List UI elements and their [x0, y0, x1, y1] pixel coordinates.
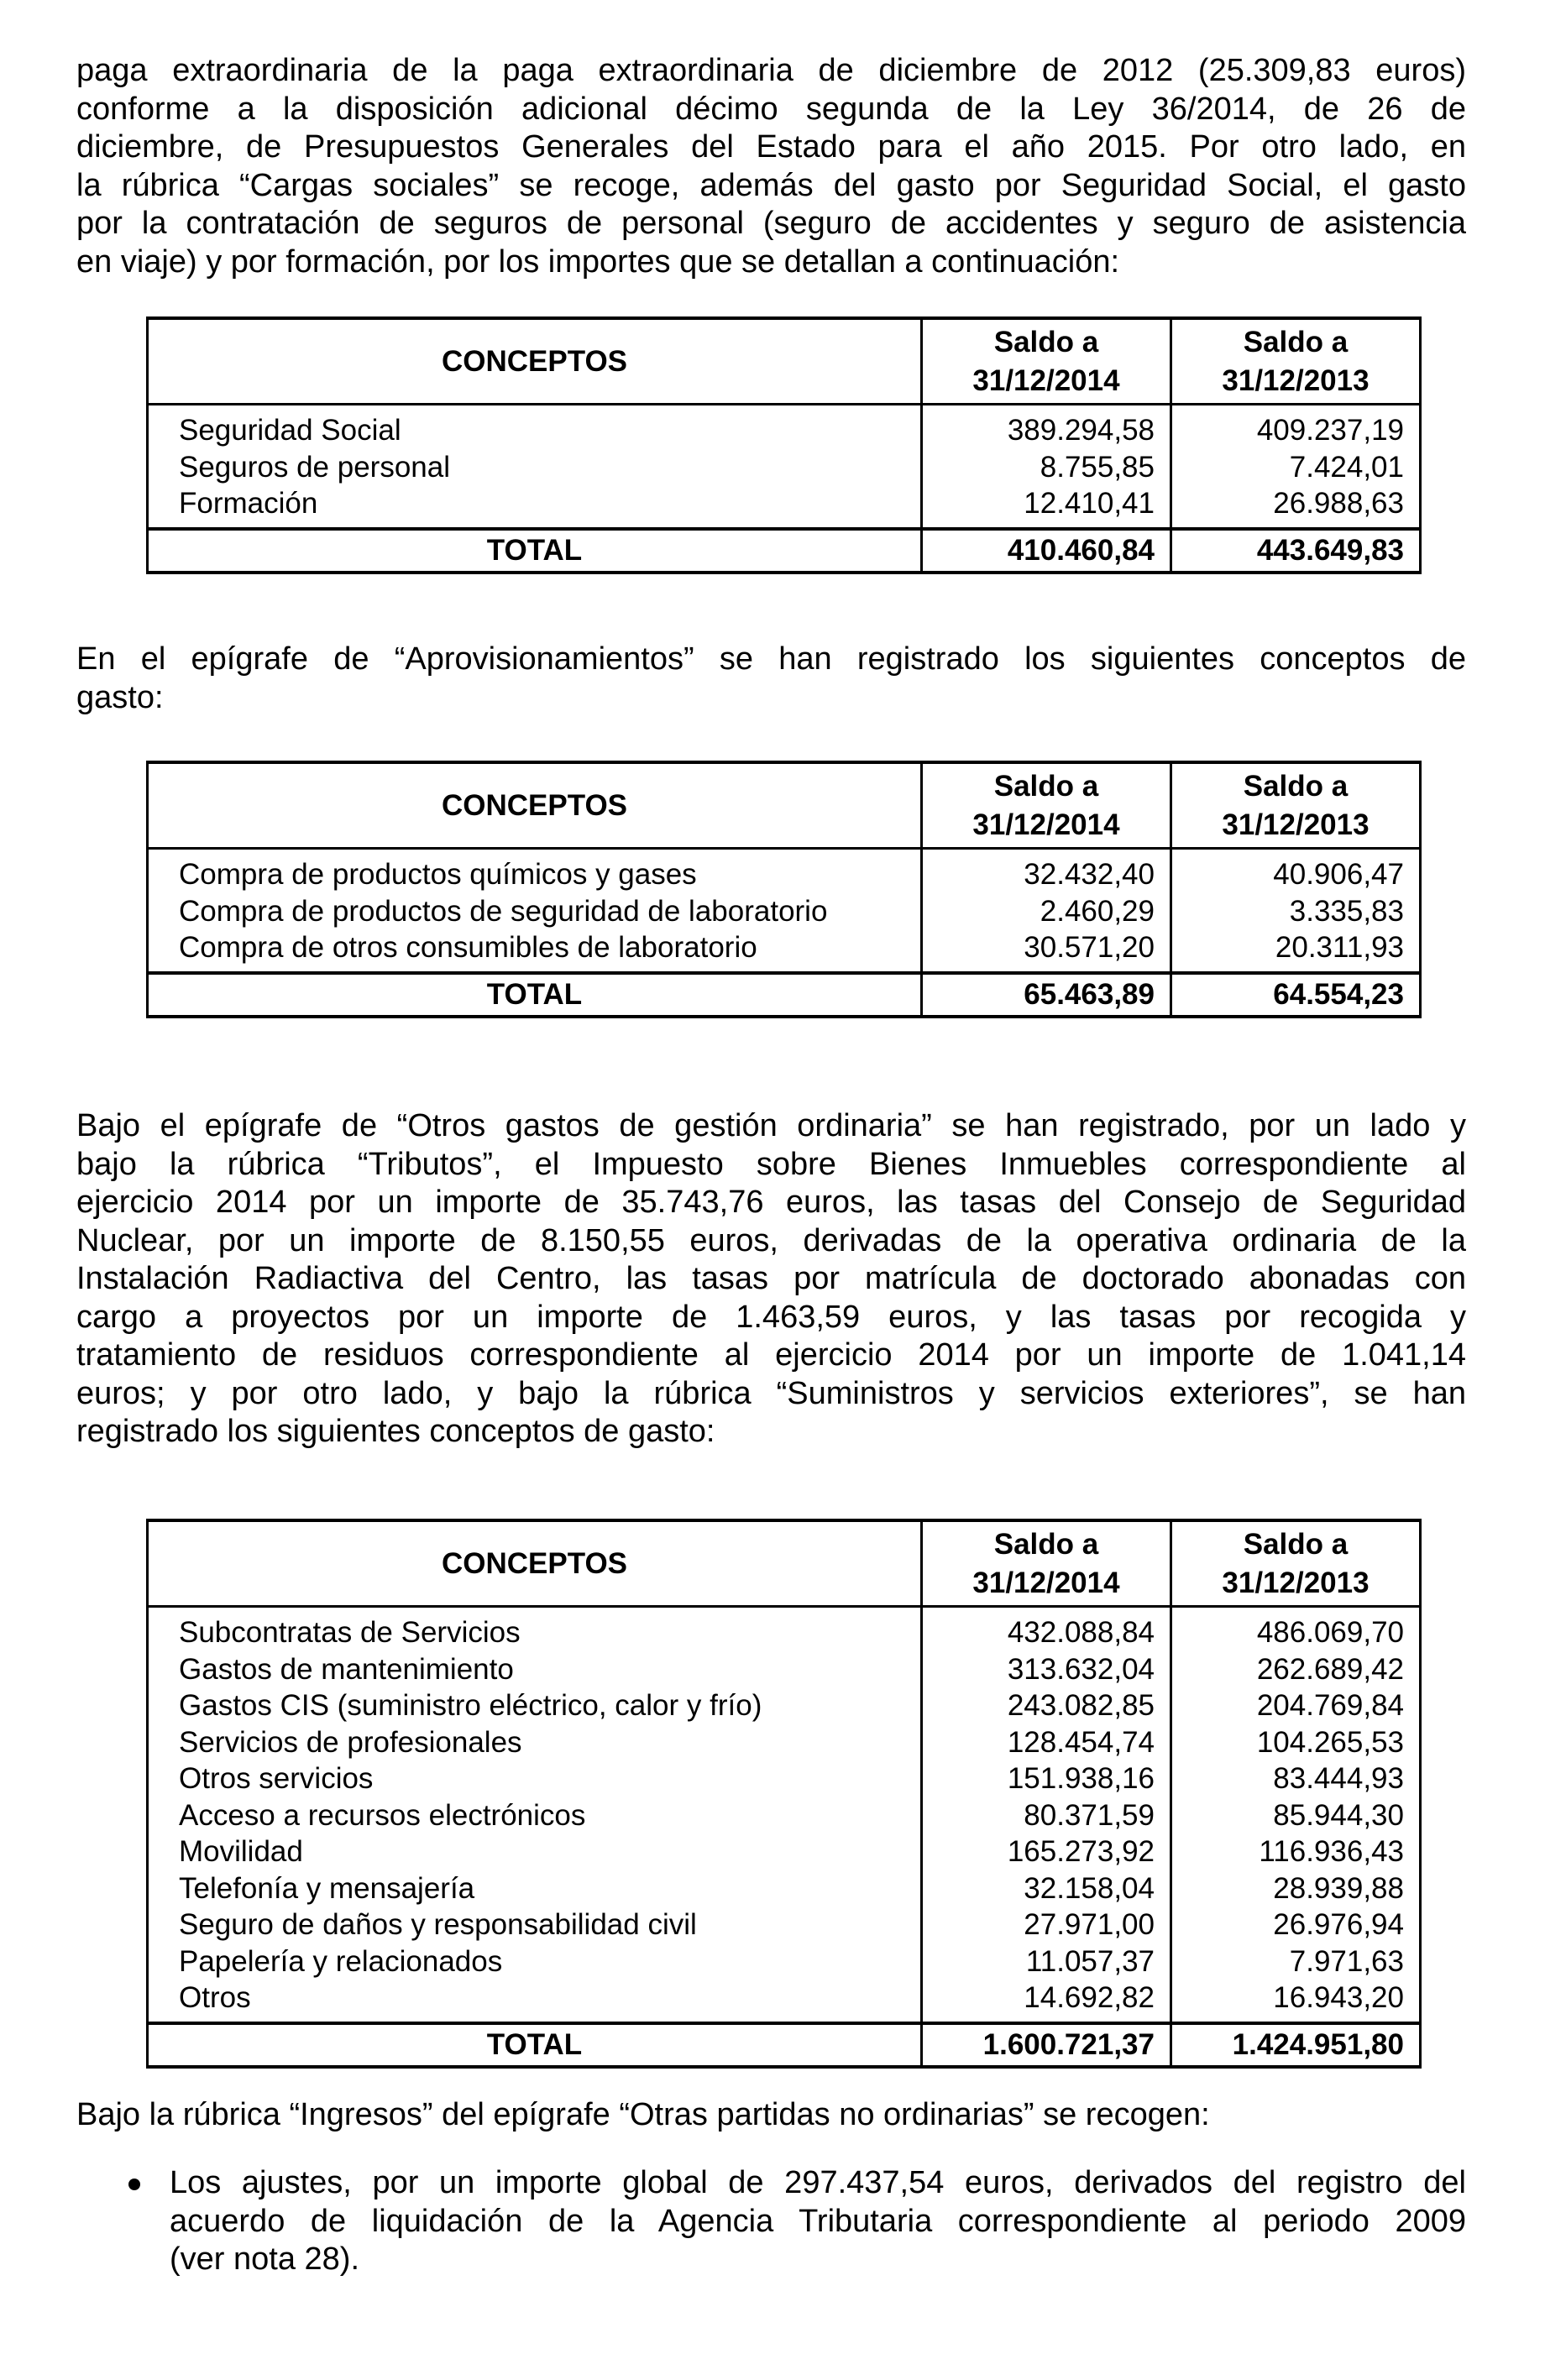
header-line: 31/12/2013: [1222, 1566, 1370, 1599]
value-2014-cell: 80.371,59: [922, 1797, 1171, 1834]
value-2014-cell: 32.432,40: [922, 849, 1171, 893]
table-row: [148, 1760, 1421, 1797]
concept-cell: Seguridad Social: [148, 405, 922, 449]
paragraph-ingresos: [76, 2096, 1466, 2135]
header-concepts: CONCEPTOS: [148, 318, 922, 405]
paragraph-otros-gastos: [76, 1107, 1466, 1452]
concept-cell: Gastos CIS (suministro eléctrico, calor y frío): [148, 1687, 922, 1724]
header-saldo-2014: [922, 1520, 1171, 1607]
header-line: Saldo a: [993, 325, 1099, 358]
header-line: Saldo a: [1243, 325, 1349, 358]
value-2013-cell: 262.689,42: [1171, 1651, 1421, 1688]
concept-cell: Otros: [148, 1980, 922, 2023]
text-line: por la contratación de seguros de personal (seguro de accidentes y seguro de asistencia: [76, 206, 1466, 241]
text-line: acuerdo de liquidación de la Agencia Tributaria correspondiente al periodo 2009: [170, 2203, 1466, 2239]
header-line: Saldo a: [1243, 1527, 1349, 1561]
value-2013-cell: 85.944,30: [1171, 1797, 1421, 1834]
table-row: [148, 893, 1421, 930]
header-line: 31/12/2014: [972, 1566, 1120, 1599]
value-2013-cell: 20.311,93: [1171, 929, 1421, 973]
table-aprovisionamientos: [146, 761, 1422, 1018]
value-2014-cell: 389.294,58: [922, 405, 1171, 449]
value-2013-cell: 409.237,19: [1171, 405, 1421, 449]
concept-cell: Otros servicios: [148, 1760, 922, 1797]
table-row: [148, 1687, 1421, 1724]
concept-cell: Acceso a recursos electrónicos: [148, 1797, 922, 1834]
value-2013-cell: 7.424,01: [1171, 449, 1421, 486]
total-2013: 1.424.951,80: [1171, 2023, 1421, 2067]
table-row: [148, 1833, 1421, 1870]
concept-cell: Compra de otros consumibles de laboratorio: [148, 929, 922, 973]
header-saldo-2013: [1171, 318, 1421, 405]
value-2014-cell: 432.088,84: [922, 1607, 1171, 1651]
value-2014-cell: 14.692,82: [922, 1980, 1171, 2023]
text-line: Instalación Radiactiva del Centro, las tasas por matrícula de doctorado abonadas con: [76, 1261, 1466, 1296]
total-2014: 65.463,89: [922, 973, 1171, 1017]
concept-cell: Seguro de daños y responsabilidad civil: [148, 1907, 922, 1943]
table-row: [148, 405, 1421, 449]
value-2014-cell: 12.410,41: [922, 485, 1171, 529]
value-2013-cell: 486.069,70: [1171, 1607, 1421, 1651]
text-line: diciembre, de Presupuestos Generales del Estado para el año 2015. Por otro lado, en: [76, 129, 1466, 165]
table-row: [148, 849, 1421, 893]
table-header-row: [148, 762, 1421, 849]
header-concepts: CONCEPTOS: [148, 762, 922, 849]
value-2014-cell: 2.460,29: [922, 893, 1171, 930]
value-2014-cell: 30.571,20: [922, 929, 1171, 973]
concept-cell: Formación: [148, 485, 922, 529]
paragraph-cargas-sociales: [76, 52, 1466, 281]
list-item: [76, 2164, 1466, 2279]
table-row: [148, 929, 1421, 973]
table-total-row: [148, 529, 1421, 573]
header-line: 31/12/2014: [972, 364, 1120, 397]
table-row: [148, 1870, 1421, 1907]
text-line: Bajo el epígrafe de “Otros gastos de gestión ordinaria” se han registrado, por un lado y: [76, 1108, 1466, 1143]
value-2013-cell: 104.265,53: [1171, 1724, 1421, 1761]
text-line: en viaje) y por formación, por los importes que se detallan a continuación:: [76, 243, 1120, 280]
value-2014-cell: 32.158,04: [922, 1870, 1171, 1907]
value-2013-cell: 204.769,84: [1171, 1687, 1421, 1724]
text-line: ejercicio 2014 por un importe de 35.743,76 euros, las tasas del Consejo de Seguridad: [76, 1185, 1466, 1220]
value-2014-cell: 151.938,16: [922, 1760, 1171, 1797]
total-2013: 64.554,23: [1171, 973, 1421, 1017]
bullet-list: [76, 2164, 1466, 2279]
header-line: Saldo a: [993, 1527, 1099, 1561]
value-2013-cell: 28.939,88: [1171, 1870, 1421, 1907]
header-line: Saldo a: [1243, 769, 1349, 803]
value-2014-cell: 8.755,85: [922, 449, 1171, 486]
value-2014-cell: 165.273,92: [922, 1833, 1171, 1870]
value-2013-cell: 83.444,93: [1171, 1760, 1421, 1797]
total-2013: 443.649,83: [1171, 529, 1421, 573]
text-line: conforme a la disposición adicional décimo segunda de la Ley 36/2014, de 26 de: [76, 91, 1466, 127]
concept-cell: Movilidad: [148, 1833, 922, 1870]
header-saldo-2014: [922, 318, 1171, 405]
table-total-row: [148, 2023, 1421, 2067]
concept-cell: Compra de productos de seguridad de laboratorio: [148, 893, 922, 930]
table-row: [148, 449, 1421, 486]
value-2014-cell: 313.632,04: [922, 1651, 1171, 1688]
table-header-row: [148, 1520, 1421, 1607]
header-concepts: CONCEPTOS: [148, 1520, 922, 1607]
total-2014: 1.600.721,37: [922, 2023, 1171, 2067]
value-2014-cell: 27.971,00: [922, 1907, 1171, 1943]
value-2013-cell: 16.943,20: [1171, 1980, 1421, 2023]
value-2013-cell: 26.988,63: [1171, 485, 1421, 529]
table-row: [148, 1651, 1421, 1688]
text-line: tratamiento de residuos correspondiente al ejercicio 2014 por un importe de 1.041,14: [76, 1337, 1466, 1373]
value-2014-cell: 128.454,74: [922, 1724, 1171, 1761]
table-row: [148, 1724, 1421, 1761]
header-line: 31/12/2013: [1222, 364, 1370, 397]
text-line: registrado los siguientes conceptos de gasto:: [76, 1414, 715, 1449]
header-saldo-2014: [922, 762, 1171, 849]
table-cargas-sociales: [146, 316, 1422, 574]
header-line: Saldo a: [993, 769, 1099, 803]
value-2013-cell: 3.335,83: [1171, 893, 1421, 930]
text-line: Bajo la rúbrica “Ingresos” del epígrafe “Otras partidas no ordinarias” se recogen:: [76, 2097, 1210, 2132]
header-line: 31/12/2013: [1222, 808, 1370, 841]
header-saldo-2013: [1171, 1520, 1421, 1607]
concept-cell: Gastos de mantenimiento: [148, 1651, 922, 1688]
text-line: la rúbrica “Cargas sociales” se recoge, además del gasto por Seguridad Social, el gasto: [76, 167, 1466, 203]
text-line: En el epígrafe de “Aprovisionamientos” se han registrado los siguientes conceptos de: [76, 641, 1466, 677]
header-line: 31/12/2014: [972, 808, 1120, 841]
concept-cell: Servicios de profesionales: [148, 1724, 922, 1761]
concept-cell: Compra de productos químicos y gases: [148, 849, 922, 893]
value-2014-cell: 11.057,37: [922, 1943, 1171, 1980]
concept-cell: Subcontratas de Servicios: [148, 1607, 922, 1651]
paragraph-aprovisionamientos: [76, 641, 1466, 717]
text-line: Nuclear, por un importe de 8.150,55 euros, derivadas de la operativa ordinaria de la: [76, 1222, 1466, 1258]
value-2013-cell: 7.971,63: [1171, 1943, 1421, 1980]
concept-cell: Seguros de personal: [148, 449, 922, 486]
text-line: cargo a proyectos por un importe de 1.463,59 euros, y las tasas por recogida y: [76, 1299, 1466, 1335]
table-row: [148, 485, 1421, 529]
value-2013-cell: 116.936,43: [1171, 1833, 1421, 1870]
table-row: [148, 1980, 1421, 2023]
text-line: (ver nota 28).: [170, 2241, 359, 2277]
table-header-row: [148, 318, 1421, 405]
text-line: bajo la rúbrica “Tributos”, el Impuesto sobre Bienes Inmuebles correspondiente al: [76, 1146, 1466, 1182]
total-label: TOTAL: [148, 529, 922, 573]
table-row: [148, 1797, 1421, 1834]
total-label: TOTAL: [148, 2023, 922, 2067]
total-label: TOTAL: [148, 973, 922, 1017]
value-2014-cell: 243.082,85: [922, 1687, 1171, 1724]
table-row: [148, 1943, 1421, 1980]
total-2014: 410.460,84: [922, 529, 1171, 573]
text-line: euros; y por otro lado, y bajo la rúbrica “Suministros y servicios exteriores”, se han: [76, 1375, 1466, 1411]
table-row: [148, 1907, 1421, 1943]
text-line: Los ajustes, por un importe global de 297.437,54 euros, derivados del registro del: [170, 2165, 1466, 2200]
concept-cell: Telefonía y mensajería: [148, 1870, 922, 1907]
text-line: paga extraordinaria de la paga extraordinaria de diciembre de 2012 (25.309,83 euros): [76, 53, 1466, 88]
table-total-row: [148, 973, 1421, 1017]
text-line: gasto:: [76, 679, 164, 715]
value-2013-cell: 40.906,47: [1171, 849, 1421, 893]
concept-cell: Papelería y relacionados: [148, 1943, 922, 1980]
header-saldo-2013: [1171, 762, 1421, 849]
table-row: [148, 1607, 1421, 1651]
value-2013-cell: 26.976,94: [1171, 1907, 1421, 1943]
table-suministros-servicios: [146, 1519, 1422, 2069]
bullet-icon: [128, 2179, 140, 2190]
